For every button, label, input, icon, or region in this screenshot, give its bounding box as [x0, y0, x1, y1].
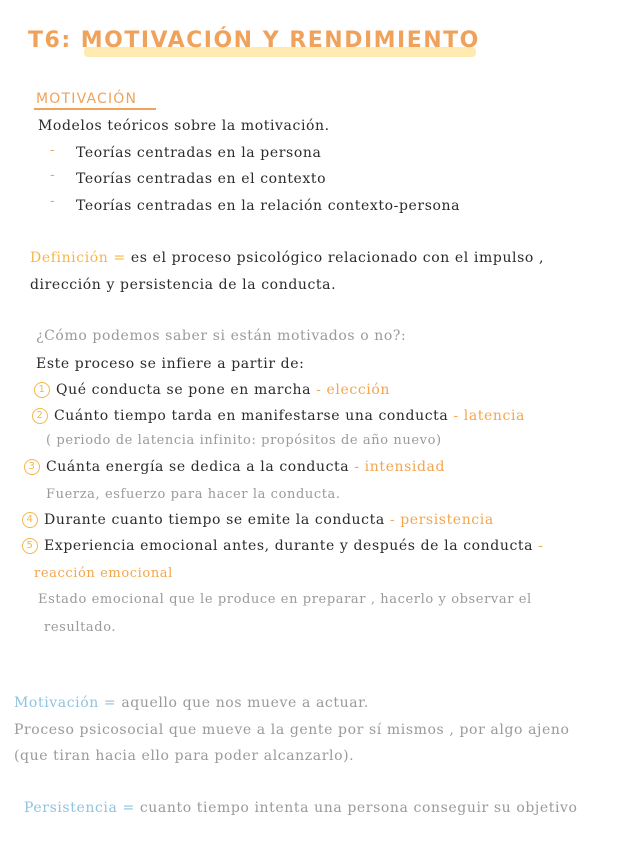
- indicator-text: Cuánto tiempo tarda en manifestarse una conducta: [54, 408, 449, 424]
- indicator-text: Cuánta energía se dedica a la conducta: [46, 459, 350, 475]
- model-item: Teorías centradas en la relación contexto-persona: [76, 198, 461, 214]
- number-circle: 5: [22, 538, 38, 554]
- indicator-item: [22, 512, 494, 528]
- definition-label: Definición =: [30, 250, 126, 266]
- heading-underline: [34, 108, 156, 110]
- model-item: Teorías centradas en la persona: [76, 145, 322, 161]
- indicator-text: Experiencia emocional antes, durante y después de la conducta: [44, 538, 534, 554]
- section-heading: MOTIVACIÓN: [36, 91, 138, 107]
- motivation-line-1: [14, 695, 369, 711]
- motivation-line-2: Proceso psicosocial que mueve a la gente por sí mismos , por algo ajeno: [14, 722, 570, 738]
- number-circle: 3: [24, 459, 40, 475]
- bullet-dash: -: [50, 167, 55, 183]
- reaction-note-1: Estado emocional que le produce en preparar , hacerlo y observar el: [38, 592, 532, 607]
- page-title: T6: MOTIVACIÓN Y RENDIMIENTO: [28, 28, 480, 53]
- number-circle: 1: [34, 382, 50, 398]
- model-item: Teorías centradas en el contexto: [76, 171, 327, 187]
- indicator-item: [24, 459, 445, 475]
- number-circle: 2: [32, 408, 48, 424]
- indicator-tag: - persistencia: [384, 512, 494, 528]
- motivation-label: Motivación =: [14, 695, 117, 711]
- indicator-item: [34, 382, 390, 398]
- intensity-note: Fuerza, esfuerzo para hacer la conducta.: [46, 487, 341, 502]
- persistence-text: cuanto tiempo intenta una persona conseguir su objetivo: [134, 800, 578, 816]
- latency-note: ( periodo de latencia infinito: propósitos de año nuevo): [46, 433, 442, 448]
- models-intro: Modelos teóricos sobre la motivación.: [38, 118, 330, 134]
- infer-text: Este proceso se infiere a partir de:: [36, 356, 305, 372]
- definition-line-1: [30, 250, 544, 266]
- persistence-line: [24, 800, 578, 816]
- persistence-label: Persistencia =: [24, 800, 135, 816]
- question: ¿Cómo podemos saber si están motivados o no?:: [36, 328, 407, 344]
- indicator-tag: - elección: [311, 382, 390, 398]
- indicator-tag: - intensidad: [349, 459, 446, 475]
- number-circle: 4: [22, 512, 38, 528]
- indicator-item: [22, 538, 543, 554]
- indicator-text: Qué conducta se pone en marcha: [56, 382, 312, 398]
- indicator-tag: -: [533, 538, 544, 554]
- motivation-line-3: (que tiran hacia ello para poder alcanzarlo).: [14, 748, 355, 764]
- bullet-dash: -: [50, 142, 55, 158]
- indicator-item: [32, 408, 525, 424]
- indicator-tag: - latencia: [448, 408, 525, 424]
- definition-line-2: dirección y persistencia de la conducta.: [30, 277, 337, 293]
- indicator-text: Durante cuanto tiempo se emite la conducta: [44, 512, 385, 528]
- reaction-label: reacción emocional: [34, 566, 173, 581]
- bullet-dash: -: [50, 193, 55, 209]
- reaction-note-2: resultado.: [44, 620, 117, 635]
- motivation-text: aquello que nos mueve a actuar.: [116, 695, 369, 711]
- definition-text: es el proceso psicológico relacionado con el impulso ,: [125, 250, 545, 266]
